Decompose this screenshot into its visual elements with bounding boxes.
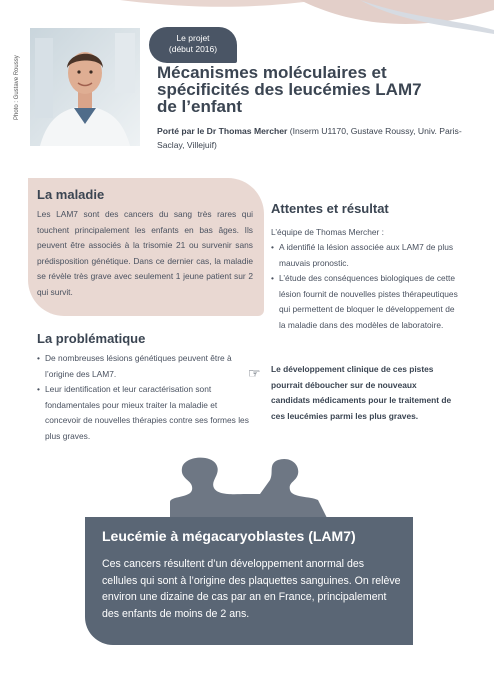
- list-item: • Leur identification et leur caractérisation sont fondamentales pour mieux traiter la maladie et concevoir de nouvelles thérapies contre ses formes les plus graves.: [37, 382, 251, 444]
- list-item: • De nombreuses lésions génétiques peuvent être à l’origine des LAM7.: [37, 351, 251, 382]
- project-badge: [149, 27, 237, 63]
- portrait-photo: [30, 28, 140, 146]
- pointing-hand-icon: ☞: [248, 365, 261, 381]
- attentes-intro: L’équipe de Thomas Mercher :: [271, 227, 384, 237]
- badge-line1: Le projet: [176, 33, 210, 43]
- list-item: • L’étude des conséquences biologiques de cette lésion fournit de nouvelles pistes thérapeutiques qui permettent de bloquer le développement de la maladie dans des modèles de laboratoire.: [271, 271, 461, 333]
- maladie-text: Les LAM7 sont des cancers du sang très rares qui touchent principalement les enfants en bas âges. Ils peuvent être associés à la trisomie 21 ou survenir sans prédisposition génétique. Dans ce dernier cas, la maladie se révèle très grave avec seulement 1 jeune patient sur 2 qui survit.: [37, 209, 253, 297]
- title-line1: Mécanismes moléculaires et: [157, 63, 387, 82]
- author-line: [157, 124, 482, 152]
- info-box-title: Leucémie à mégacaryoblastes (LAM7): [102, 528, 356, 544]
- author-name: Porté par le Dr Thomas Mercher: [157, 126, 288, 136]
- problematique-list: [37, 351, 251, 444]
- attentes-list: [271, 240, 461, 333]
- badge-line2: (début 2016): [168, 44, 218, 54]
- title-line2: spécificités des leucémies LAM7: [157, 80, 422, 99]
- list-item: • A identifié la lésion associée aux LAM7 de plus mauvais pronostic.: [271, 240, 461, 271]
- problematique-heading: La problématique: [37, 331, 146, 346]
- attentes-conclusion: Le développement clinique de ces pistes pourrait déboucher sur de nouveaux candidats médicaments pour le traitement de ces leucémies parmi les plus graves.: [271, 364, 452, 421]
- info-box-text: Ces cancers résultent d’un développement anormal des cellules qui sont à l’origine des plaquettes sanguines. On relève environ une dizaine de cas par an en France, principalement des enfants de moins de 2 ans.: [102, 558, 401, 620]
- maladie-heading: La maladie: [37, 187, 105, 202]
- author-affiliation: (Inserm U1170, Gustave Roussy, Univ. Paris-Saclay, Villejuif): [157, 126, 462, 150]
- photo-credit: Photo : Gustave Roussy: [14, 55, 20, 120]
- page-title: [157, 64, 477, 115]
- title-line3: de l’enfant: [157, 97, 243, 116]
- attentes-heading: Attentes et résultat: [271, 201, 389, 216]
